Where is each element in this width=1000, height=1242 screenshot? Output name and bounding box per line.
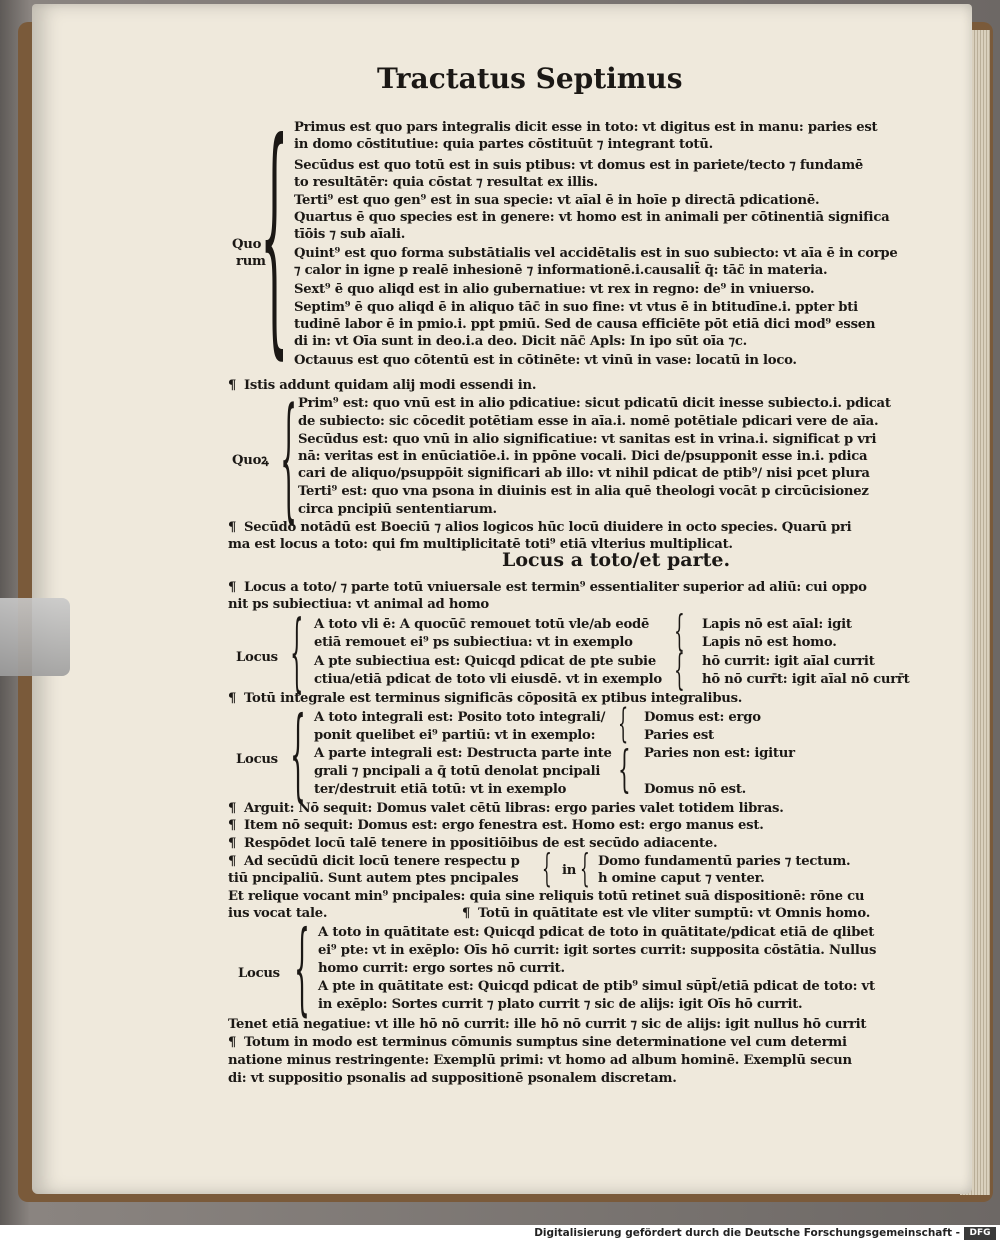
text-line: Totū in quātitate est vle vliter sumptū: vt Omnis homo. — [478, 906, 871, 921]
text-line: Totum in modo est terminus cōmunis sumptus sine determinatione vel cum determi — [244, 1035, 847, 1050]
brace-in-right: { — [580, 846, 590, 890]
label-quorum-2: rum — [236, 254, 266, 269]
brace-in-left: { — [542, 846, 552, 890]
text-line: A toto integrali est: Posito toto integrali/ — [314, 710, 606, 725]
text-line: Prim⁹ est: quo vnū est in alio pdicatiue: sicut pdicatū dicit inesse subiecto.i. pdicat — [298, 396, 891, 411]
example-line: Lapis nō est homo. — [702, 635, 837, 650]
text-line: ei⁹ pte: vt in exēplo: Oīs hō currit: igit sortes currit: supposita cōstātia. Nullus — [318, 943, 877, 958]
text-line: in exēplo: Sortes currit ⁊ plato currit ⁊ sic de alijs: igit Oīs hō currit. — [318, 997, 803, 1012]
text-line: Tenet etiā negatiue: vt ille hō nō currit: ille hō nō currit ⁊ sic de alijs: igit nullus hō currit — [228, 1017, 867, 1032]
text-line: nit ps subiectiua: vt animal ad homo — [228, 597, 489, 612]
text-line: Totū integrale est terminus significās cōpositā ex ptibus integralibus. — [244, 691, 743, 706]
paragraph-mark: ¶ — [228, 1035, 237, 1050]
example-line: Domus nō est. — [644, 782, 747, 797]
brace-locus-3: { — [294, 909, 310, 1026]
text-line: ⁊ calor in igne p realē inhesionē ⁊ informationē.i.causalit̄ q̄: tāc̄ in materia. — [294, 263, 828, 278]
text-line: A parte integrali est: Destructa parte inte — [314, 746, 612, 761]
text-line: in domo cōstitutiue: quia partes cōstituūt ⁊ integrant totū. — [294, 137, 713, 152]
text-line: Respōdet locū talē tenere in ppositiōibus de est secūdo adiacente. — [244, 836, 718, 851]
text-line: Septim⁹ ē quo aliqd ē in aliquo tāc̄ in suo fine: vt vtus ē in btitudīne.i. ppter bti — [294, 300, 858, 315]
text-line: tīōis ⁊ sub aīali. — [294, 227, 406, 242]
text-line: ius vocat tale. — [228, 906, 328, 921]
text-line: etiā remouet ei⁹ ps subiectiua: vt in exemplo — [314, 635, 633, 650]
label-quorum-1: Quo — [232, 237, 262, 252]
label-locus: Locus — [236, 752, 278, 767]
paragraph-mark: ¶ — [228, 801, 237, 816]
text-line: A toto vli ē: A quocūc̄ remouet totū vle/ab eodē — [314, 617, 650, 632]
text-line: Octauus est quo cōtentū est in cōtinēte: vt vinū in vase: locatū in loco. — [294, 353, 797, 368]
paragraph-mark: ¶ — [228, 691, 237, 706]
page-title: Tractatus Septimus — [377, 62, 683, 95]
brace-example-1: { — [674, 606, 685, 655]
text-line: Arguit: Nō sequit: Domus valet cētū libras: ergo paries valet totidem libras. — [244, 801, 784, 816]
text-line: natione minus restringente: Exemplū primi: vt homo ad album hominē. Exemplū secun — [228, 1053, 852, 1068]
text-line: Quartus ē quo species est in genere: vt homo est in animali per cōtinentiā significa — [294, 210, 890, 225]
text-line: grali ⁊ pncipali a q̄ totū denolat pncipali — [314, 764, 601, 779]
paragraph-mark: ¶ — [228, 818, 237, 833]
book-page — [32, 4, 972, 1194]
brace-example-2: { — [674, 645, 685, 694]
text-line: homo currit: ergo sortes nō currit. — [318, 961, 565, 976]
paragraph-mark: ¶ — [228, 854, 237, 869]
example-line: Lapis nō est aīal: igit — [702, 617, 852, 632]
text-line: Et relique vocant min⁹ pncipales: quia sine reliquis totū retinet suā dispositionē: rōne cu — [228, 889, 865, 904]
dfg-logo: DFG — [964, 1227, 996, 1240]
paragraph-mark: ¶ — [228, 580, 237, 595]
brace-example-3: { — [618, 701, 629, 747]
text-line: Istis addunt quidam alij modi essendi in. — [244, 378, 537, 393]
text-line: A pte in quātitate est: Quicqd pdicat de ptib⁹ simul sūpt̄/etiā pdicat de toto: vt — [318, 979, 875, 994]
brace-locus-1: { — [290, 603, 304, 702]
brace-locus-2: { — [290, 695, 306, 812]
text-line: Primus est quo pars integralis dicit esse in toto: vt digitus est in manu: paries est — [294, 120, 878, 135]
footer-text: Digitalisierung gefördert durch die Deutsche Forschungsgemeinschaft - — [534, 1227, 960, 1239]
example-line: Paries est — [644, 728, 714, 743]
text-line: de subiecto: sic cōcedit potētiam esse in aīa.i. nomē potētiale pdicari vere de aīa. — [298, 414, 879, 429]
example-line: Domo fundamentū paries ⁊ tectum. — [598, 854, 851, 869]
text-line: Item nō sequit: Domus est: ergo fenestra est. Homo est: ergo manus est. — [244, 818, 764, 833]
paragraph-mark: ¶ — [228, 378, 237, 393]
text-line: tudinē labor ē in pmio.i. ppt pmiū. Sed de causa efficiēte pōt etiā dici mod⁹ essen — [294, 317, 876, 332]
text-line: ma est locus a toto: qui fm multiplicitatē toti⁹ etiā vlterius multiplicat. — [228, 537, 733, 552]
text-line: Ad secūdū dicit locū tenere respectu p — [244, 854, 520, 869]
section-heading: Locus a toto/et parte. — [502, 549, 731, 571]
example-line: hō currit: igit aīal currit — [702, 654, 875, 669]
text-line: Sext⁹ ē quo aliqd est in alio gubernatiue: vt rex in regno: de⁹ in vniuerso. — [294, 282, 815, 297]
text-line: A pte subiectiua est: Quicqd pdicat de pte subie — [314, 654, 656, 669]
text-line: tiū pncipaliū. Sunt autem ptes pncipales — [228, 871, 519, 886]
text-line: cari de aliquo/psuppōit significari ab illo: vt nihil pdicat de ptib⁹/ nisi pcet plura — [298, 466, 870, 481]
footer-bar — [0, 1225, 1000, 1242]
page-text — [32, 4, 972, 1194]
text-line: Terti⁹ est: quo vna psona in diuinis est in alia quē theologi vocāt p circūcisionez — [298, 484, 869, 499]
text-line: Secūdus est: quo vnū in alio significatiue: vt sanitas est in vrina.i. significat p vri — [298, 432, 877, 447]
text-line: Locus a toto/ ⁊ parte totū vniuersale est termin⁹ essentialiter superior ad aliū: cui oppo — [244, 580, 867, 595]
text-line: to resultātēr: quia cōstat ⁊ resultat ex illis. — [294, 175, 598, 190]
text-line: di: vt suppositio psonalis ad suppositionē psonalem discretam. — [228, 1071, 677, 1086]
text-line: ter/destruit etiā totū: vt in exemplo — [314, 782, 567, 797]
label-locus: Locus — [238, 966, 280, 981]
page-clip — [0, 598, 70, 676]
brace-example-4: { — [618, 740, 631, 798]
text-line: A toto in quātitate est: Quicqd pdicat de toto in quātitate/pdicat etiā de qlibet — [318, 925, 875, 940]
label-quorum-2: Quoꝝ — [232, 453, 269, 468]
example-line: hō nō curr̄t: igit aīal nō curr̄t — [702, 672, 910, 687]
text-line: Terti⁹ est quo gen⁹ est in sua specie: vt aīal ē in hoīe p directā pdicationē. — [294, 193, 820, 208]
text-line: Quint⁹ est quo forma substātialis vel accidētalis est in suo subiecto: vt aīa ē in corpe — [294, 246, 898, 261]
in-word: in — [562, 863, 577, 878]
text-line: ctiua/etiā pdicat de toto vli eiusdē. vt in exemplo — [314, 672, 662, 687]
example-line: Domus est: ergo — [644, 710, 761, 725]
brace-quorum: { — [260, 89, 289, 380]
text-line: nā: veritas est in enūciatiōe.i. in ppōne vocali. Dici de/psupponit esse in.i. pdica — [298, 449, 868, 464]
example-line: h omine caput ⁊ venter. — [598, 871, 765, 886]
brace-quorum-2: { — [280, 379, 298, 536]
paragraph-mark: ¶ — [228, 836, 237, 851]
text-line: Secūdus est quo totū est in suis ptibus: vt domus est in pariete/tecto ⁊ fundamē — [294, 158, 864, 173]
text-line: ponit quelibet ei⁹ partiū: vt in exemplo: — [314, 728, 596, 743]
example-line: Paries non est: igitur — [644, 746, 795, 761]
text-line: circa pncipiū sententiarum. — [298, 502, 497, 517]
text-line: di in: vt Oīa sunt in deo.i.a deo. Dicit nāc̄ Apls: In ipo sūt oīa ⁊c. — [294, 334, 747, 349]
paragraph-mark: ¶ — [462, 906, 471, 921]
text-line: Secūdo notādū est Boeciū ⁊ alios logicos hūc locū diuidere in octo species. Quarū pri — [244, 520, 852, 535]
label-locus: Locus — [236, 650, 278, 665]
paragraph-mark: ¶ — [228, 520, 237, 535]
